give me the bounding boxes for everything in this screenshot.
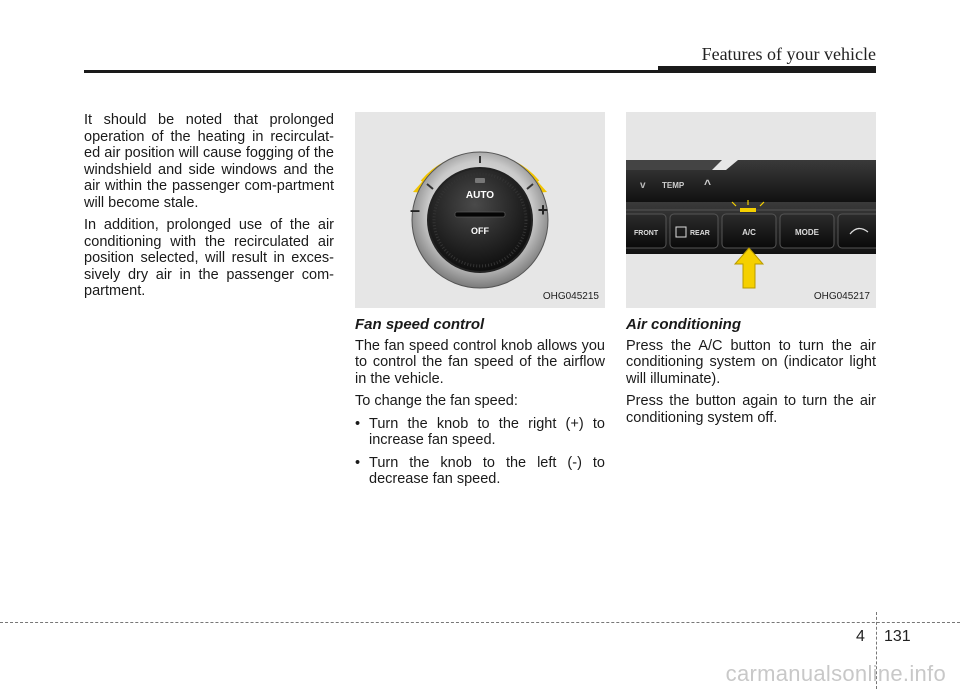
ac-off-text: Press the button again to turn the air conditioning system off. (626, 393, 876, 426)
left-column (84, 112, 334, 306)
page-header-title: Features of your vehicle (701, 44, 876, 64)
ac-panel-figure (626, 112, 876, 308)
list-item: • Turn the knob to the right (+) to increase fan speed. (355, 416, 605, 449)
paragraph-fogging: It should be noted that prolonged operation of the heating in recirculat-ed air position will cause fogging of the windshield and side windows and the air within the passenger com-partment will become stale. (84, 112, 334, 211)
temp-up-icon: ^ (704, 177, 712, 191)
paragraph-dry-air: In addition, prolonged use of the air conditioning with the recirculated air position selected, will result in exces-sively dry air in the passenger com-partment. (84, 217, 334, 299)
temp-label: TEMP (662, 181, 685, 190)
fan-speed-column (355, 112, 605, 494)
mode-label: MODE (795, 228, 819, 237)
air-conditioning-column (626, 112, 876, 432)
chapter-number: 4 (856, 628, 865, 645)
figure-code-fan: OHG045215 (542, 290, 599, 302)
temp-down-icon: v (640, 180, 646, 191)
knob-auto-label: AUTO (465, 190, 495, 201)
ac-on-text: Press the A/C button to turn the air conditioning system on (indicator light will illuminate). (626, 337, 876, 387)
page-number: 131 (884, 628, 911, 645)
footer-rule (0, 622, 960, 623)
ac-label: A/C (742, 228, 756, 237)
list-item: • Turn the knob to the left (-) to decrease fan speed. (355, 455, 605, 488)
fan-knob-illustration (355, 112, 605, 308)
watermark: carmanualsonline.info (725, 661, 946, 686)
ac-panel-illustration (626, 112, 876, 308)
air-conditioning-title: Air conditioning (626, 316, 741, 333)
ac-indicator-light (740, 208, 756, 212)
minus-icon: – (409, 200, 421, 220)
knob-off-label: OFF (471, 226, 489, 236)
front-label: FRONT (634, 230, 659, 237)
fan-intro-text: The fan speed control knob allows you to control the fan speed of the airflow in the vehicle. (355, 337, 605, 387)
fan-instruction-text: To change the fan speed: (355, 393, 518, 409)
figure-code-ac: OHG045217 (813, 290, 870, 302)
plus-icon: + (537, 200, 549, 220)
fan-knob-figure (355, 112, 605, 308)
fan-bullet-list (355, 416, 605, 488)
rear-label: REAR (690, 230, 710, 237)
recirculation-button (838, 214, 876, 248)
fan-knob (428, 168, 532, 272)
header-rule-accent (658, 66, 876, 73)
fan-speed-title: Fan speed control (355, 316, 485, 333)
